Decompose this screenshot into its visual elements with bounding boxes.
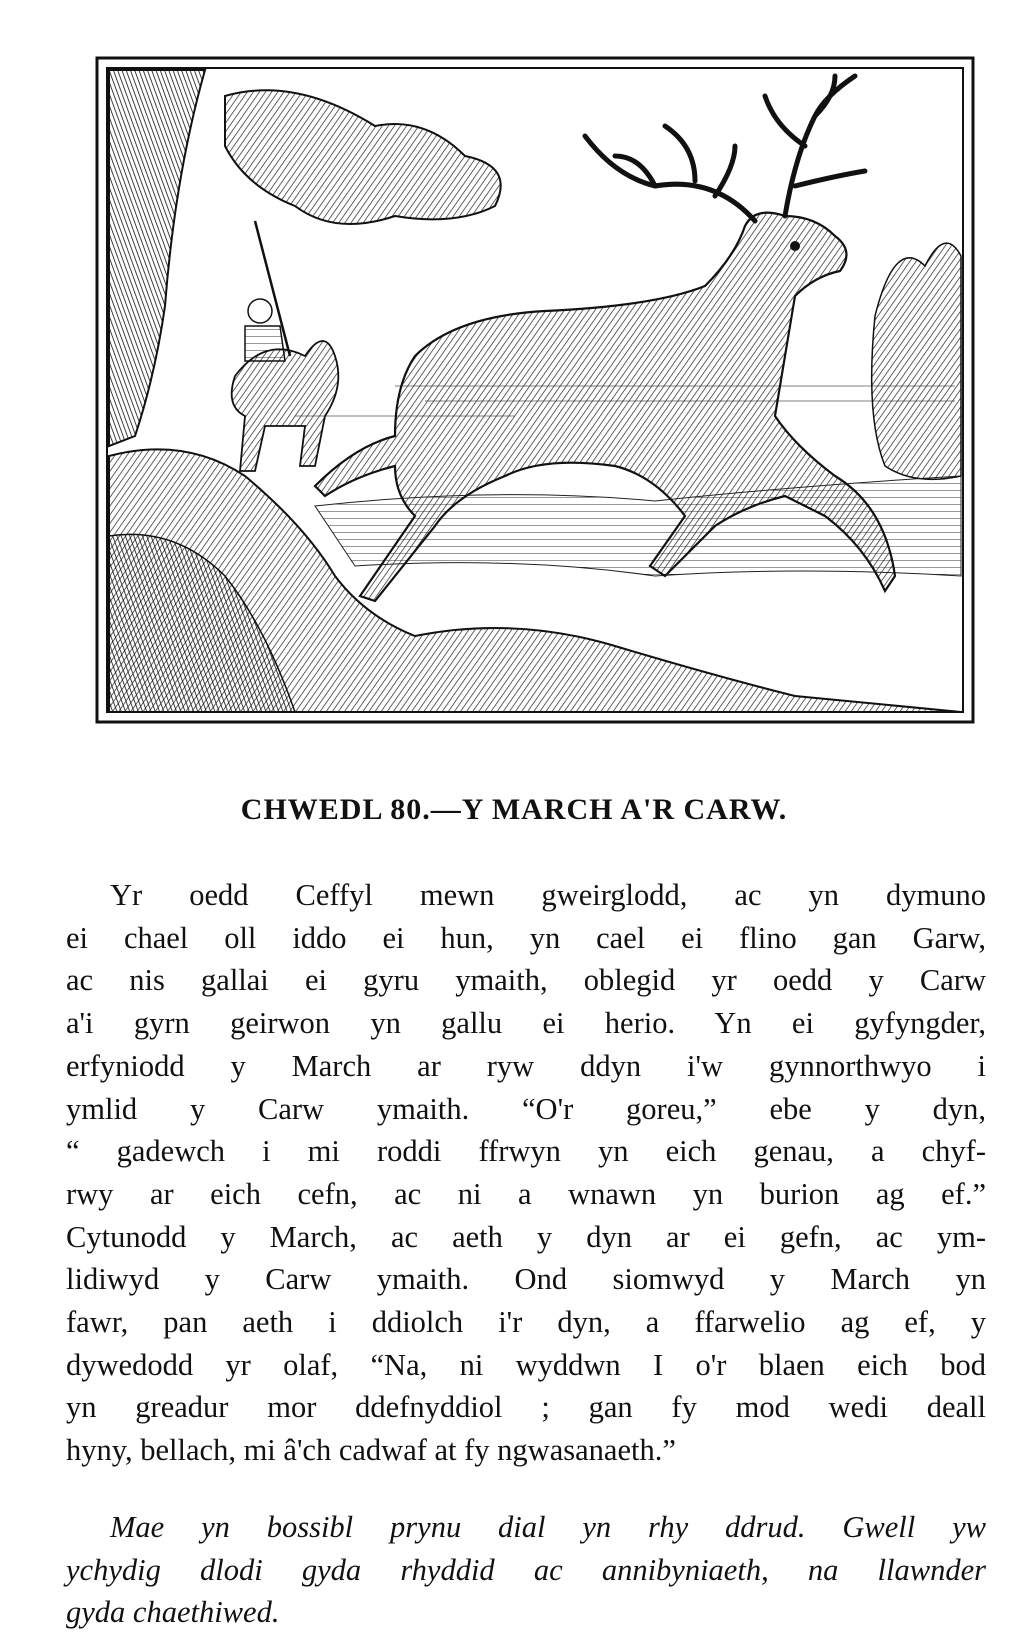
body-line: dywedodd yr olaf, “Na, ni wyddwn I o'r blaen eich bod bbox=[66, 1347, 986, 1382]
stag-woodcut-illustration bbox=[95, 56, 975, 724]
body-line: ymlid y Carw ymaith. “O'r goreu,” ebe y dyn, bbox=[66, 1091, 986, 1126]
body-line: a'i gyrn geirwon yn gallu ei herio. Yn ei gyfyngder, bbox=[66, 1006, 986, 1041]
body-line: lidiwyd y Carw ymaith. Ond siomwyd y March yn bbox=[66, 1262, 986, 1297]
body-line: rwy ar eich cefn, ac ni a wnawn yn burion ag ef.” bbox=[66, 1176, 986, 1211]
body-line: ac nis gallai ei gyru ymaith, oblegid yr oedd y Carw bbox=[66, 963, 986, 998]
body-line: yn greadur mor ddefnyddiol ; gan fy mod wedi deall bbox=[66, 1390, 986, 1425]
moral-line: gyda chaethiwed. bbox=[66, 1595, 280, 1630]
body-line: ei chael oll iddo ei hun, yn cael ei flino gan Garw, bbox=[66, 920, 986, 955]
moral-line: Mae yn bossibl prynu dial yn rhy ddrud. Gwell yw bbox=[110, 1510, 986, 1544]
body-line: “ gadewch i mi roddi ffrwyn yn eich genau, a chyf- bbox=[66, 1134, 986, 1169]
body-line: fawr, pan aeth i ddiolch i'r dyn, a ffarwelio ag ef, y bbox=[66, 1305, 986, 1340]
fable-moral bbox=[66, 1506, 986, 1634]
body-line: Yr oedd Ceffyl mewn gweirglodd, ac yn dymuno bbox=[110, 878, 986, 912]
fable-heading: CHWEDL 80.—Y MARCH A'R CARW. bbox=[240, 793, 788, 826]
body-line: Cytunodd y March, ac aeth y dyn ar ei gefn, ac ym- bbox=[66, 1219, 986, 1254]
body-line: erfyniodd y March ar ryw ddyn i'w gynnorthwyo i bbox=[66, 1048, 986, 1083]
fable-body bbox=[66, 874, 986, 1472]
body-line: hyny, bellach, mi â'ch cadwaf at fy ngwasanaeth.” bbox=[66, 1433, 676, 1468]
moral-line: ychydig dlodi gyda rhyddid ac annibyniaeth, na llawnder bbox=[66, 1552, 986, 1587]
